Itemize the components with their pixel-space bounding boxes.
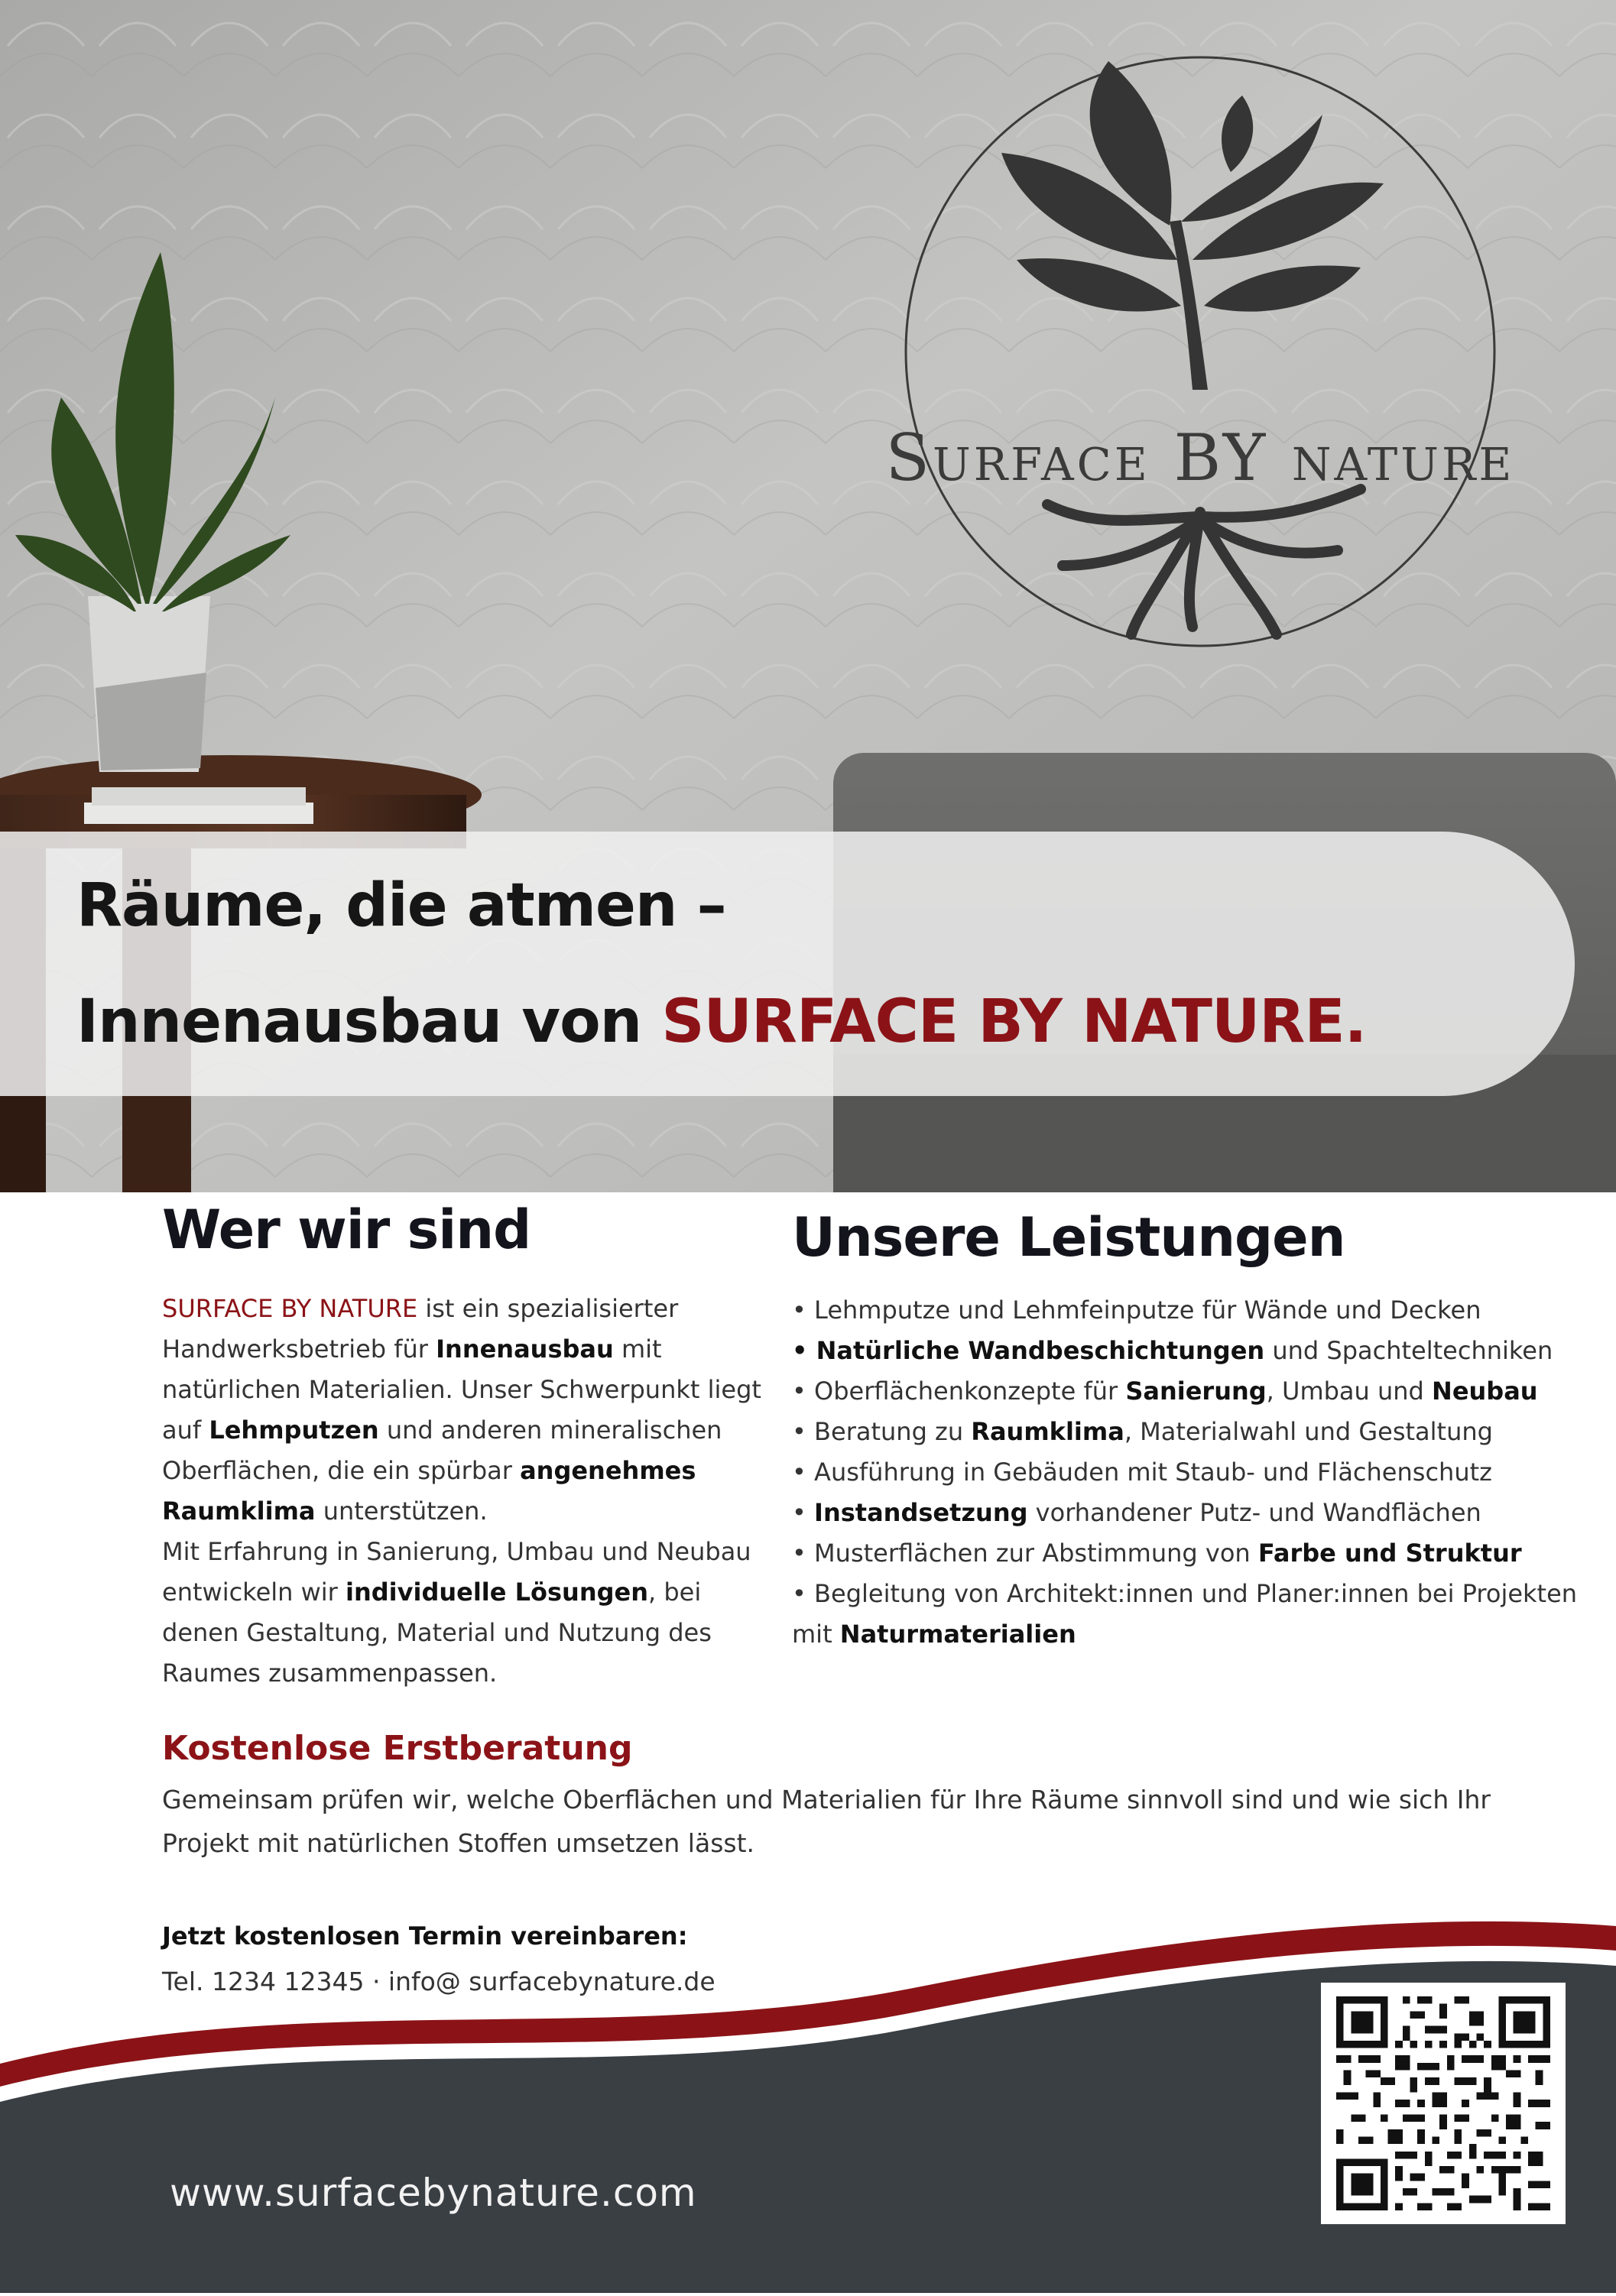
cta-label: Jetzt kostenlosen Termin vereinbaren:	[162, 1921, 688, 1951]
service-text: • Musterflächen zur Abstimmung von	[792, 1539, 1258, 1568]
about-text-2: mit natürlichen Materialien. Unser Schwerpunkt liegt auf	[162, 1334, 761, 1445]
service-text: • Lehmputze und Lehmfeinputze für Wände und Decken	[792, 1296, 1481, 1325]
about-bold-4: individuelle Lösungen	[345, 1578, 648, 1607]
about-bold-2: Lehmputzen	[209, 1416, 379, 1445]
service-item	[792, 1331, 1595, 1371]
consult-heading: Kostenlose Erstberatung	[162, 1729, 633, 1768]
service-text: • Oberflächenkonzepte für	[792, 1377, 1126, 1406]
about-heading: Wer wir sind	[162, 1198, 531, 1261]
service-item	[792, 1493, 1595, 1533]
about-paragraph	[162, 1289, 766, 1694]
service-item	[792, 1371, 1595, 1412]
consult-paragraph: Gemeinsam prüfen wir, welche Oberflächen und Materialien für Ihre Räume sinnvoll sind und wie sich Ihr Projekt mit natürlichen Stoffen umsetzen lässt.	[162, 1785, 1491, 1858]
service-bold: • Natürliche Wandbeschichtungen	[792, 1336, 1265, 1365]
services-heading: Unsere Leistungen	[792, 1206, 1345, 1269]
service-text: • Beratung zu	[792, 1417, 972, 1446]
service-text: vorhandener Putz- und Wandflächen	[1027, 1498, 1481, 1527]
headline-line-2	[76, 987, 1366, 1056]
service-bold: Sanierung	[1125, 1377, 1267, 1406]
about-text-4: unterstützen.	[315, 1497, 488, 1526]
service-text: , Umbau und	[1266, 1377, 1433, 1406]
service-item	[792, 1412, 1595, 1452]
about-bold-3: angenehmes Raumklima	[162, 1456, 696, 1526]
headline-line-1: Räume, die atmen –	[76, 871, 726, 940]
about-text-1: ist ein spezialisierter Handwerksbetrieb für	[162, 1294, 679, 1364]
service-text: • Begleitung von Architekt:innen und Planer:innen bei Projekten mit	[792, 1579, 1578, 1649]
tree-logo-icon	[833, 31, 1567, 657]
service-text: •	[792, 1498, 815, 1527]
about-bold-1: Innenausbau	[436, 1334, 614, 1364]
about-brand: SURFACE BY NATURE	[162, 1294, 418, 1323]
service-text: und Spachteltechniken	[1264, 1336, 1553, 1365]
service-bold: Neubau	[1432, 1377, 1538, 1406]
service-bold: Farbe und Struktur	[1257, 1539, 1522, 1568]
website-link[interactable]: www.surfacebynature.com	[170, 2171, 697, 2215]
qr-code-icon	[1336, 1996, 1550, 2210]
service-bold: Instandsetzung	[814, 1498, 1028, 1527]
headline-prefix: Innenausbau von	[76, 987, 642, 1056]
service-text: • Ausführung in Gebäuden mit Staub- und Flächenschutz	[792, 1458, 1492, 1487]
contact-info[interactable]: Tel. 1234 12345 · info@ surfacebynature.de	[162, 1967, 716, 1996]
logo-wordmark: Surface BY nature	[885, 420, 1515, 495]
service-item	[792, 1290, 1595, 1331]
about-text-6: , bei denen Gestaltung, Material und Nutzung des Raumes zusammenpassen.	[162, 1578, 712, 1688]
headline-brand: SURFACE BY NATURE.	[661, 987, 1367, 1056]
service-bold: Raumklima	[971, 1417, 1124, 1446]
service-item	[792, 1574, 1595, 1655]
service-text: , Materialwahl und Gestaltung	[1124, 1417, 1493, 1446]
about-text-5: Mit Erfahrung in Sanierung, Umbau und Neubau entwickeln wir	[162, 1537, 751, 1607]
service-item	[792, 1533, 1595, 1574]
brand-logo	[833, 31, 1567, 657]
services-list	[792, 1290, 1595, 1655]
about-text-3: und anderen mineralischen Oberflächen, die ein spürbar	[162, 1416, 722, 1485]
service-item	[792, 1452, 1595, 1493]
service-bold: Naturmaterialien	[839, 1620, 1076, 1649]
qr-code[interactable]	[1321, 1983, 1566, 2224]
